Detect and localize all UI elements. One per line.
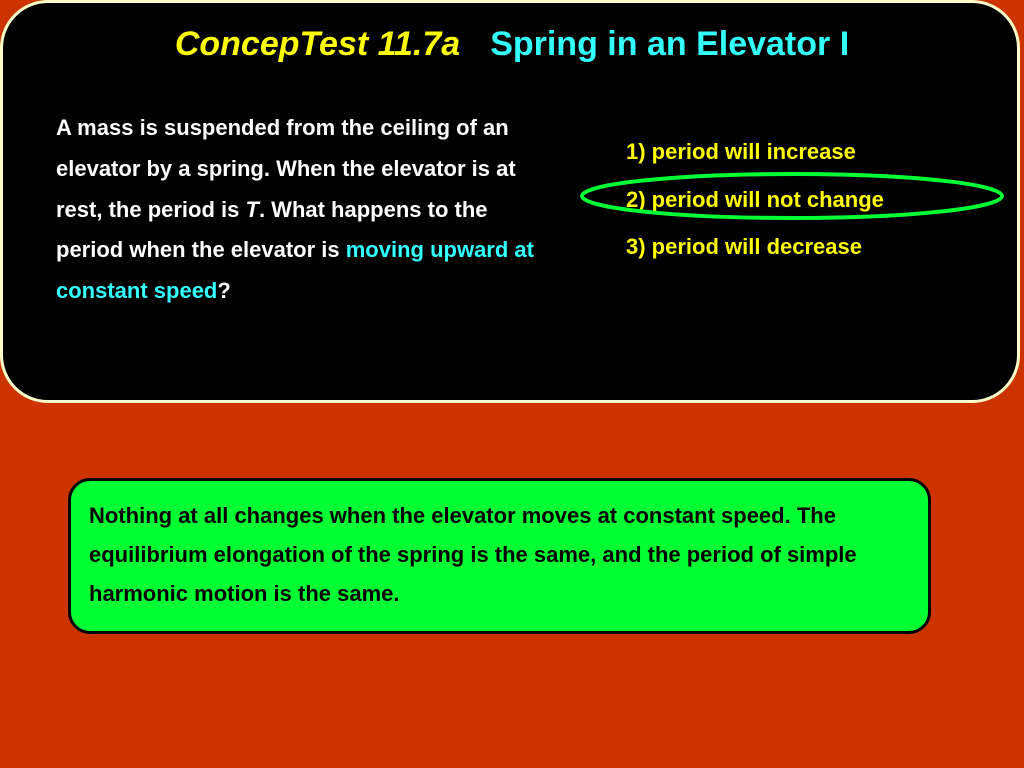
question-end: ? xyxy=(217,278,231,304)
slide-title xyxy=(0,22,1024,66)
title-main: Spring in an Elevator I xyxy=(490,25,850,63)
option-2: 2) period will not change xyxy=(626,186,884,212)
question-part-1: A mass is suspended from the ceiling of an elevator by a spring. When the elevator is at rest, the period is xyxy=(56,115,516,222)
period-symbol: T xyxy=(245,196,259,222)
options-list xyxy=(626,128,884,271)
title-prefix: ConcepTest 11.7a xyxy=(174,25,461,63)
option-1: 1) period will increase xyxy=(626,139,856,164)
option-3: 3) period will decrease xyxy=(626,234,862,259)
question-highlight: moving upward at constant speed xyxy=(56,237,534,304)
question-text xyxy=(56,108,556,312)
answer-text: Nothing at all changes when the elevator moves at constant speed. The equilibrium elongation of the spring is the same, and the period of simple harmonic motion is the same. xyxy=(89,503,857,606)
question-part-2: . What happens to the period when the elevator is xyxy=(56,196,488,263)
